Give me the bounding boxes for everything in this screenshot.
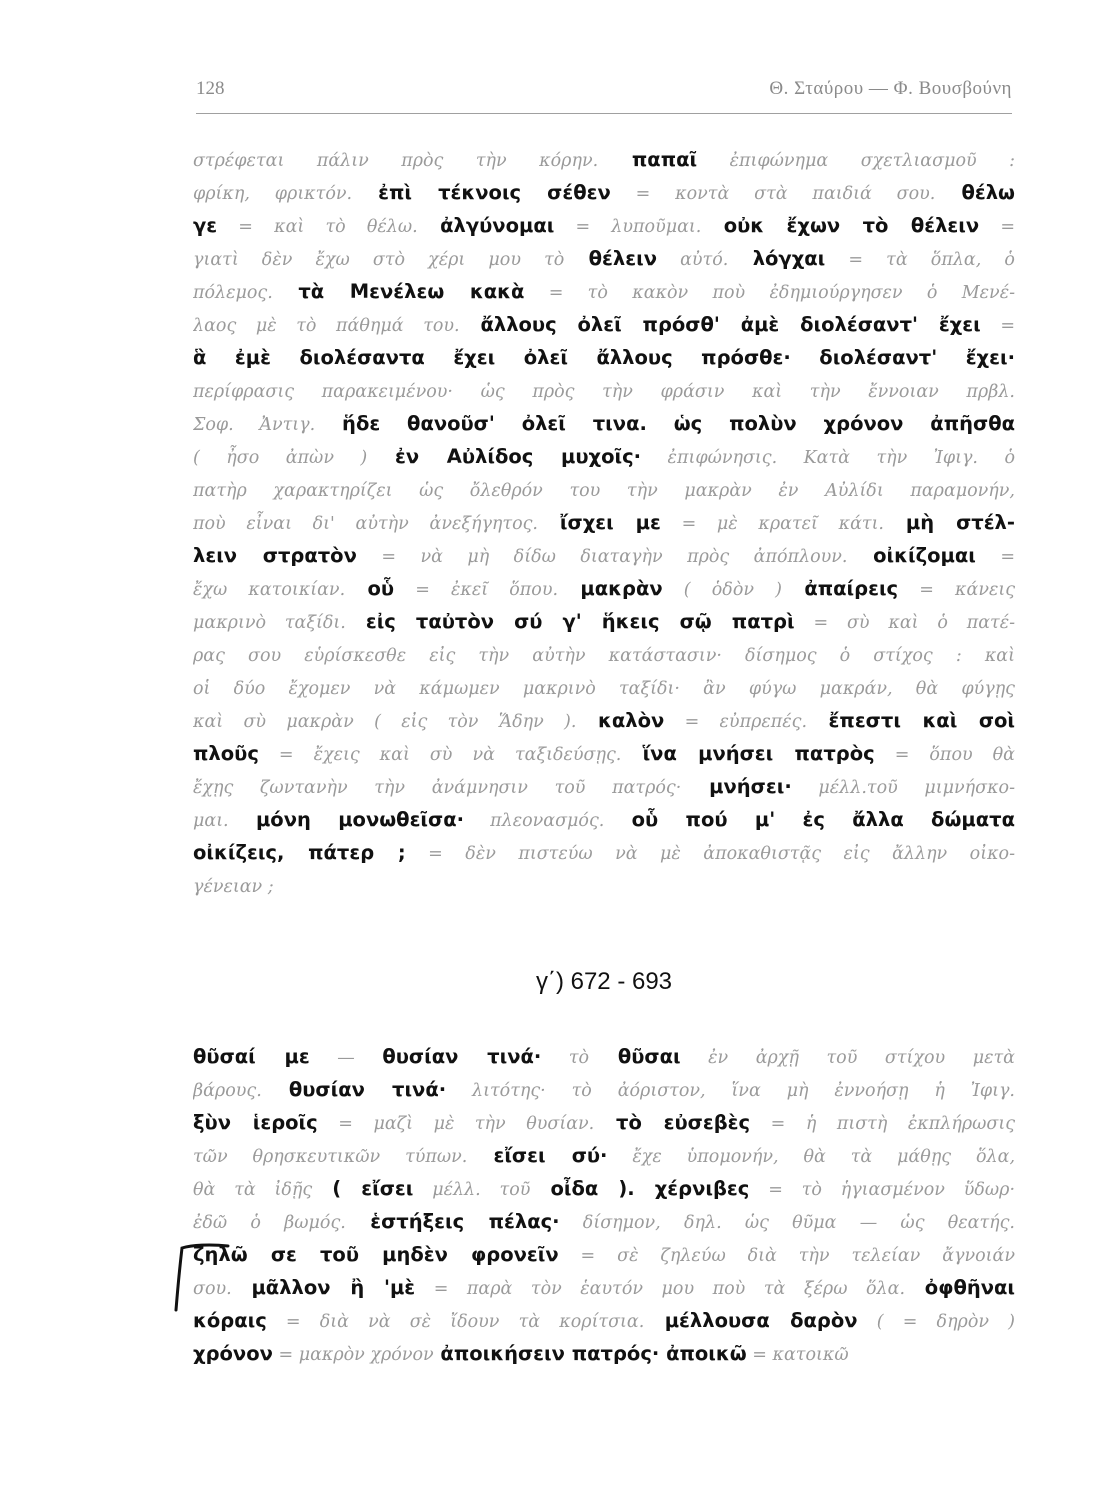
gloss-text: = (980, 316, 1015, 336)
lemma-text: εἰς ταὐτὸν σύ γ' ἥκεις σῷ πατρὶ (345, 610, 795, 633)
text-line (193, 704, 1015, 737)
text-line (193, 539, 1015, 572)
gloss-text: σου. (193, 1279, 232, 1299)
text-line (193, 374, 1015, 407)
lemma-text: τὰ Μενέλεω κακὰ (272, 280, 525, 303)
gloss-text: = μαζὶ μὲ τὴν θυσίαν. (317, 1114, 595, 1134)
lemma-text: μνήσει· (681, 775, 792, 798)
lemma-text: ἔπεστι καὶ σοὶ (807, 709, 1015, 732)
gloss-text: ἔχε ὑπομονήν, θὰ τὰ μάθῃς ὅλα, (607, 1147, 1015, 1167)
gloss-text: στρέφεται πάλιν πρὸς τὴν κόρην. (193, 151, 599, 171)
lemma-text: θέλω (935, 181, 1015, 204)
text-line (193, 869, 1015, 902)
gloss-text: αὐτό. (656, 250, 729, 270)
lemma-text: θυσίαν τινά· (261, 1078, 447, 1101)
lemma-text: ( εἴσει (312, 1177, 414, 1200)
gloss-text: Σοφ. Ἀντιγ. (193, 415, 316, 435)
text-line (193, 308, 1015, 341)
lemma-text: μόνη μονωθεῖσα· (228, 808, 465, 831)
gloss-text: = εὐπρεπές. (664, 712, 808, 732)
lemma-text: ἀπαίρεις (781, 577, 899, 600)
gloss-text: = κοντὰ στὰ παιδιά σου. (610, 184, 936, 204)
text-line (193, 407, 1015, 440)
gloss-text: γένειαν ; (193, 877, 274, 897)
gloss-text: = (975, 547, 1015, 567)
gloss-text: = κάνεις (898, 580, 1015, 600)
text-line (193, 1172, 1015, 1205)
text-line (193, 1304, 1015, 1337)
commentary-block-2 (193, 1040, 1015, 1370)
gloss-text: πλεονασμός. (464, 811, 605, 831)
lemma-text: ἥδε θανοῦσ' ὀλεῖ τινα. ὡς πολὺν χρόνον ἀπῆσθα (315, 412, 1015, 435)
running-head (196, 78, 1012, 108)
text-line (193, 1271, 1015, 1304)
gloss-text: = διὰ νὰ σὲ ἴδουν τὰ κορίτσια. (266, 1312, 645, 1332)
lemma-text: κόραις (193, 1309, 267, 1332)
lemma-text: ἀποικήσειν πατρός· (433, 1342, 660, 1365)
gloss-text: φρίκη, φρικτόν. (193, 184, 353, 204)
lemma-text: ἄλλους ὀλεῖ πρόσθ' ἀμὲ διολέσαντ' ἔχει (459, 313, 981, 336)
lemma-text: ἴσχει με (538, 511, 661, 534)
lemma-text: ἀποικῶ (659, 1342, 747, 1365)
lemma-text: θυσίαν τινά· (382, 1045, 542, 1068)
gloss-text: = τὸ ἡγιασμένον ὕδωρ· (749, 1180, 1015, 1200)
lemma-text: ἐν Αὐλίδος μυχοῖς· (367, 445, 642, 468)
gloss-text: τῶν θρησκευτικῶν τύπων. (193, 1147, 468, 1167)
lemma-text: μᾶλλον ἢ 'μὲ (231, 1276, 416, 1299)
lemma-text: οὗ (345, 577, 395, 600)
lemma-text: ἀλγύνομαι (417, 214, 555, 237)
gloss-text: = ὅπου θὰ (874, 745, 1015, 765)
lemma-text: οἰκίζομαι (847, 544, 976, 567)
gloss-text: ρας σου εὑρίσκεσθε εἰς τὴν αὐτὴν κατάστασιν· δίσημος ὁ στίχος : καὶ (193, 646, 1015, 666)
lemma-text: ὀφθῆναι (905, 1276, 1015, 1299)
gloss-text: = μακρὸν χρόνον (272, 1345, 434, 1365)
gloss-text: βάρους. (193, 1081, 262, 1101)
gloss-text: τὸ (541, 1048, 590, 1068)
gloss-text: ( ἦσο ἀπὼν ) (193, 448, 368, 468)
gloss-text: θὰ τὰ ἰδῇς (193, 1180, 313, 1200)
lemma-text: ἐπὶ τέκνοις σέθεν (352, 181, 611, 204)
gloss-text: ( = δηρὸν ) (857, 1312, 1015, 1332)
gloss-text: μέλλ. τοῦ (413, 1180, 531, 1200)
lemma-text: ἑστήξεις πέλας· (345, 1210, 560, 1233)
lemma-text: ἃ ἐμὲ διολέσαντα ἔχει ὀλεῖ ἄλλους πρόσθε· διολέσαντ' ἔχει· (193, 346, 1015, 369)
text-line (193, 1205, 1015, 1238)
text-line (193, 836, 1015, 869)
text-line (193, 506, 1015, 539)
gloss-text: ποὺ εἶναι δι' αὐτὴν ἀνεξήγητος. (193, 514, 538, 534)
gloss-text: ἐπιφώνημα σχετλιασμοῦ : (697, 151, 1015, 171)
text-line (193, 671, 1015, 704)
text-line (193, 1238, 1015, 1271)
lemma-text: θῦσαί με (193, 1045, 310, 1068)
text-line (193, 638, 1015, 671)
lemma-text: χέρνιβες (634, 1177, 750, 1200)
text-line (193, 737, 1015, 770)
text-line (193, 1139, 1015, 1172)
gloss-text: οἱ δύο ἔχομεν νὰ κάμωμεν μακρινὸ ταξίδι· ἂν φύγω μακράν, θὰ φύγῃς (193, 679, 1015, 699)
gloss-text: γιατὶ δὲν ἔχω στὸ χέρι μου τὸ (193, 250, 565, 270)
gloss-text: = μὲ κρατεῖ κάτι. (660, 514, 884, 534)
gloss-text: ἔχῃς ζωντανὴν τὴν ἀνάμνησιν τοῦ πατρός· (193, 778, 682, 798)
gloss-text: = παρὰ τὸν ἑαυτόν μου ποὺ τὰ ξέρω ὅλα. (415, 1279, 906, 1299)
text-line (193, 572, 1015, 605)
lemma-text: οἰκίζεις, πάτερ ; (193, 841, 406, 864)
gloss-text: = σὺ καὶ ὁ πατέ- (794, 613, 1015, 633)
lemma-text: μέλλουσα δαρὸν (644, 1309, 858, 1332)
gloss-text: = κατοικῶ (746, 1345, 849, 1365)
page-number: 128 (196, 78, 225, 99)
gloss-text: = νὰ μὴ δίδω διαταγὴν πρὸς ἀπόπλουν. (356, 547, 848, 567)
lemma-text: οὗ πού μ' ἐς ἄλλα δώματα (604, 808, 1015, 831)
text-line (193, 473, 1015, 506)
lemma-text: εἴσει σύ· (467, 1144, 608, 1167)
lemma-text: λειν στρατὸν (193, 544, 357, 567)
text-line (193, 803, 1015, 836)
gloss-text: καὶ σὺ μακρὰν ( εἰς τὸν Ἅδην ). (193, 712, 577, 732)
lemma-text: τὸ εὐσεβὲς (594, 1111, 751, 1134)
text-line (193, 1073, 1015, 1106)
gloss-text: ἐν ἀρχῇ τοῦ στίχου μετὰ (680, 1048, 1015, 1068)
gloss-text: λιτότης· τὸ ἀόριστον, ἵνα μὴ ἐννοήσῃ ἡ Ἰφιγ. (446, 1081, 1015, 1101)
gloss-text: μακρινὸ ταξίδι. (193, 613, 346, 633)
lemma-text: καλὸν (576, 709, 665, 732)
text-line (193, 242, 1015, 275)
lemma-text: οἶδα ). (530, 1177, 635, 1200)
text-line (193, 275, 1015, 308)
gloss-text: = ἡ πιστὴ ἐκπλήρωσις (750, 1114, 1015, 1134)
section-title: γ΄) 672 - 693 (535, 968, 673, 995)
running-head-authors: Θ. Σταύρου — Φ. Βουσβούνη (769, 78, 1012, 99)
lemma-text: πλοῦς (193, 742, 259, 765)
gloss-text: = ἐκεῖ ὅπου. (394, 580, 559, 600)
header-rule (196, 113, 1012, 114)
text-line (193, 605, 1015, 638)
gloss-text: = καὶ τὸ θέλω. (217, 217, 418, 237)
text-line (193, 1106, 1015, 1139)
text-line (193, 341, 1015, 374)
gloss-text: μαι. (193, 811, 229, 831)
lemma-text: ἵνα μνήσει πατρὸς (621, 742, 875, 765)
gloss-text: μέλλ.τοῦ μιμνήσκο- (791, 778, 1015, 798)
gloss-text: περίφρασις παρακειμένου· ὡς πρὸς τὴν φράσιν καὶ τὴν ἔννοιαν πρβλ. (193, 382, 1015, 402)
gloss-text: = τὰ ὅπλα, ὁ (825, 250, 1015, 270)
gloss-text: πατὴρ χαρακτηρίζει ὡς ὄλεθρόν του τὴν μακρὰν ἐν Αὐλίδι παραμονήν, (193, 481, 1015, 501)
lemma-text: οὐκ ἔχων τὸ θέλειν (701, 214, 980, 237)
lemma-text: θῦσαι (589, 1045, 681, 1068)
gloss-text: = σὲ ζηλεύω διὰ τὴν τελείαν ἄγνοιάν (558, 1246, 1015, 1266)
gloss-text: = ἔχεις καὶ σὺ νὰ ταξιδεύσῃς. (258, 745, 622, 765)
text-line (193, 176, 1015, 209)
gloss-text: = δὲν πιστεύω νὰ μὲ ἀποκαθιστᾷς εἰς ἄλλην οἰκο- (405, 844, 1015, 864)
text-line (193, 770, 1015, 803)
text-line (193, 1040, 1015, 1073)
text-line (193, 440, 1015, 473)
lemma-text: θέλειν (564, 247, 657, 270)
lemma-text: παπαῖ (598, 148, 698, 171)
text-line (193, 1337, 1015, 1370)
gloss-text: — (309, 1048, 383, 1068)
lemma-text: μακρὰν (558, 577, 663, 600)
gloss-text: = λυποῦμαι. (554, 217, 702, 237)
gloss-text: ( ὁδὸν ) (662, 580, 782, 600)
gloss-text: ἐδῶ ὁ βωμός. (193, 1213, 346, 1233)
lemma-text: γε (193, 214, 218, 237)
handwritten-margin-bracket (170, 1240, 230, 1315)
gloss-text: πόλεμος. (193, 283, 273, 303)
gloss-text: = (979, 217, 1015, 237)
text-line (193, 209, 1015, 242)
gloss-text: = τὸ κακὸν ποὺ ἐδημιούργησεν ὁ Μενέ- (524, 283, 1015, 303)
lemma-text: χρόνον (193, 1342, 273, 1365)
gloss-text: δίσημον, δηλ. ὡς θῦμα — ὡς θεατής. (559, 1213, 1015, 1233)
lemma-text: ζηλῶ σε τοῦ μηδὲν φρονεῖν (193, 1243, 559, 1266)
commentary-block-1 (193, 143, 1015, 902)
gloss-text: ἐπιφώνησις. Κατὰ τὴν Ἰφιγ. ὁ (641, 448, 1015, 468)
gloss-text: λαος μὲ τὸ πάθημά του. (193, 316, 460, 336)
lemma-text: ξὺν ἱεροῖς (193, 1111, 318, 1134)
gloss-text: ἔχω κατοικίαν. (193, 580, 346, 600)
lemma-text: λόγχαι (728, 247, 826, 270)
lemma-text: μὴ στέλ- (884, 511, 1015, 534)
text-line (193, 143, 1015, 176)
